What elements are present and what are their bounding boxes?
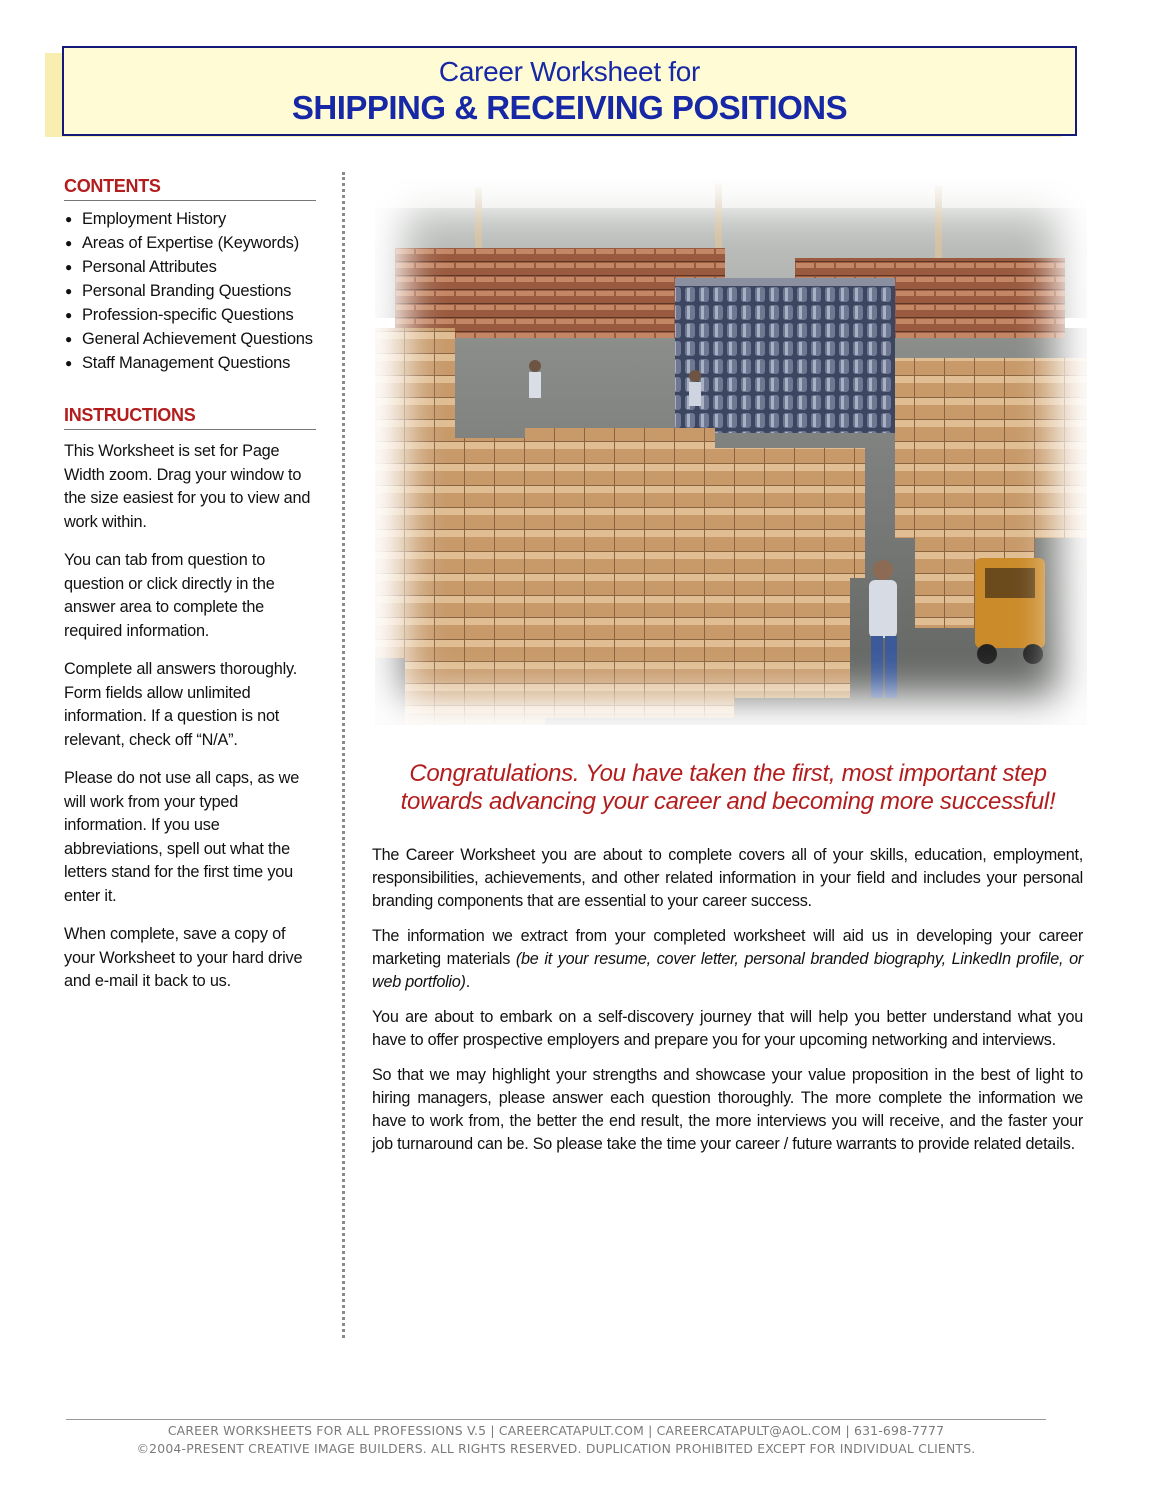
bullet-icon: ● (65, 356, 73, 370)
intro-paragraph: So that we may highlight your strengths and showcase your value proposition in the best of light to hiring managers, please answer each question thoroughly. The more complete the information we have to work from, the better the end result, the more interviews you will receive, and the faster your job turnaround can be. So please take the time your career / future warrants to provide related details. (372, 1066, 1083, 1153)
contents-item[interactable] (64, 303, 316, 327)
instructions-heading: INSTRUCTIONS (64, 405, 316, 430)
instruction-paragraph: Complete all answers thoroughly. Form fields allow unlimited information. If a question is not relevant, check off “N/A”. (64, 660, 298, 749)
page-title-line2: SHIPPING & RECEIVING POSITIONS (291, 89, 848, 126)
bullet-icon: ● (65, 284, 73, 298)
bullet-icon: ● (65, 332, 73, 346)
contents-item[interactable] (64, 327, 316, 351)
bullet-icon: ● (65, 236, 73, 250)
bullet-icon: ● (65, 260, 73, 274)
paragraph-text: The information we extract from your completed worksheet will aid us in developing your career marketing materials (372, 927, 1083, 968)
intro-body (372, 844, 1083, 1168)
contents-item[interactable] (64, 351, 316, 375)
congrats-line2: towards advancing your career and becoming more successful! (400, 788, 1056, 815)
instruction-paragraph: Please do not use all caps, as we will work from your typed information. If you use abbreviations, spell out what the letters stand for the first time you enter it. (64, 769, 300, 905)
page-header (62, 46, 1077, 136)
footer-divider (66, 1419, 1046, 1420)
page-footer (0, 1422, 1112, 1458)
footer-line2: ©2004-PRESENT CREATIVE IMAGE BUILDERS. ALL RIGHTS RESERVED. DUPLICATION PROHIBITED EXCEPT FOR INDIVIDUAL CLIENTS. (136, 1441, 976, 1456)
contents-item[interactable] (64, 207, 316, 231)
contents-item-label: Personal Branding Questions (82, 282, 292, 300)
contents-item-label: Staff Management Questions (82, 354, 291, 372)
page-title-line1: Career Worksheet for (438, 56, 701, 87)
column-divider (342, 172, 345, 1338)
contents-item-label: General Achievement Questions (82, 330, 313, 348)
warehouse-illustration (375, 178, 1087, 725)
contents-item-label: Areas of Expertise (Keywords) (82, 234, 300, 252)
warehouse-photo (375, 178, 1087, 725)
instruction-paragraph: When complete, save a copy of your Worksheet to your hard drive and e-mail it back to us. (64, 925, 303, 990)
contents-heading: CONTENTS (64, 176, 316, 201)
contents-item[interactable] (64, 255, 316, 279)
contents-item-label: Profession-specific Questions (82, 306, 294, 324)
contents-item-label: Employment History (82, 210, 227, 228)
contents-item-label: Personal Attributes (82, 258, 217, 276)
footer-line1: CAREER WORKSHEETS FOR ALL PROFESSIONS V.5 | CAREERCATAPULT.COM | CAREERCATAPULT@AOL.COM | 631-698-7777 (167, 1423, 945, 1438)
paragraph-end: . (465, 973, 470, 991)
intro-paragraph: The Career Worksheet you are about to complete covers all of your skills, education, employment, responsibilities, achievements, and other related information in your field and includes your personal branding components that are essential to your career success. (372, 846, 1083, 910)
intro-paragraph: You are about to embark on a self-discovery journey that will help you better understand what you have to offer prospective employers and prepare you for your upcoming networking and interviews. (372, 1008, 1083, 1049)
sidebar (64, 176, 316, 1009)
bullet-icon: ● (65, 212, 73, 226)
instruction-paragraph: This Worksheet is set for Page Width zoom. Drag your window to the size easiest for you to view and work within. (64, 442, 311, 531)
contents-list (64, 207, 316, 375)
congrats-line1: Congratulations. You have taken the first, most important step (409, 760, 1047, 787)
instructions-section (64, 405, 316, 994)
contents-item[interactable] (64, 231, 316, 255)
contents-item[interactable] (64, 279, 316, 303)
bullet-icon: ● (65, 308, 73, 322)
paragraph-italic-text: (be it your resume, cover letter, personal branded biography, LinkedIn profile, or web portfolio) (372, 950, 1083, 991)
intro-paragraph (372, 925, 1083, 994)
congratulations-message (372, 760, 1084, 816)
instruction-paragraph: You can tab from question to question or click directly in the answer area to complete the required information. (64, 551, 275, 640)
